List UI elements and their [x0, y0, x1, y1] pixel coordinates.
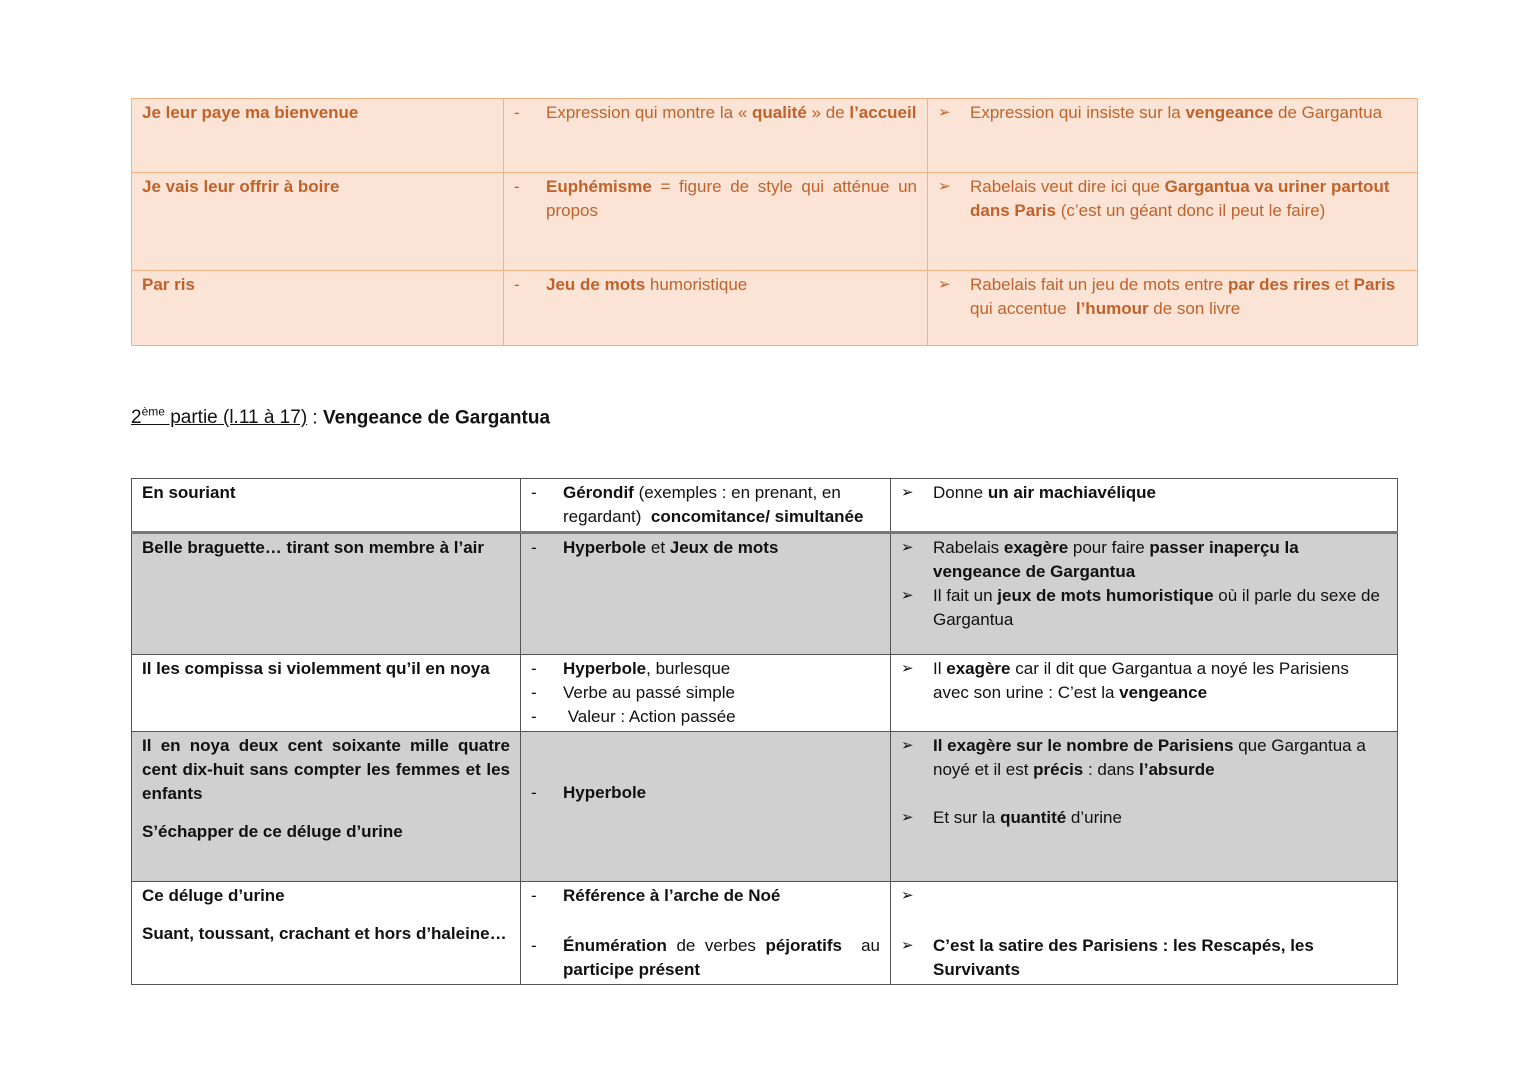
- dash-bullet: -: [514, 177, 520, 196]
- arrow-bullet-icon: ➢: [901, 587, 914, 604]
- device-text: Valeur : Action passée: [563, 707, 736, 726]
- device-cell: [504, 173, 928, 271]
- table-row: [132, 271, 1418, 346]
- interpretation-cell: [891, 533, 1398, 655]
- section-heading: [131, 400, 550, 430]
- arrow-bullet-icon: ➢: [901, 887, 914, 904]
- interpretation-cell: [928, 99, 1418, 173]
- quote-cell: [132, 533, 521, 655]
- table-row: [132, 533, 1398, 655]
- arrow-bullet-icon: ➢: [938, 276, 951, 293]
- quote-cell: [132, 99, 504, 173]
- grey-analysis-table: [131, 478, 1398, 985]
- interpretation-cell: [891, 882, 1398, 985]
- quote-cell: [132, 655, 521, 732]
- device-cell: [521, 533, 891, 655]
- device-text: Hyperbole et Jeux de mots: [563, 538, 779, 557]
- quote-text: Belle braguette… tirant son membre à l’air: [142, 538, 484, 557]
- dash-bullet: -: [514, 103, 520, 122]
- quote-text: Je leur paye ma bienvenue: [142, 103, 359, 122]
- device-cell: [521, 732, 891, 882]
- device-cell: [521, 882, 891, 985]
- device-text: Euphémisme = figure de style qui atténue un propos: [546, 177, 922, 220]
- interpretation-text: C’est la satire des Parisiens : les Rescapés, les Survivants: [933, 936, 1319, 979]
- dash-bullet: -: [531, 659, 537, 678]
- arrow-bullet-icon: ➢: [901, 660, 914, 677]
- device-cell: [521, 655, 891, 732]
- interpretation-text: Et sur la quantité d’urine: [933, 808, 1122, 827]
- device-text: Référence à l’arche de Noé: [563, 886, 781, 905]
- dash-bullet: -: [531, 886, 537, 905]
- interpretation-text: Rabelais exagère pour faire passer inaperçu la vengeance de Gargantua: [933, 538, 1304, 581]
- arrow-bullet-icon: ➢: [901, 937, 914, 954]
- section-title: Vengeance de Gargantua: [323, 407, 551, 429]
- dash-bullet: -: [531, 936, 537, 955]
- interpretation-cell: [891, 732, 1398, 882]
- quote-cell: [132, 479, 521, 533]
- device-text: Jeu de mots humoristique: [546, 275, 748, 294]
- dash-bullet: -: [531, 483, 537, 502]
- quote-text: Il en noya deux cent soixante mille quatre cent dix-huit sans compter les femmes et les enfants: [142, 736, 510, 803]
- interpretation-text: Il exagère car il dit que Gargantua a noyé les Parisiens avec son urine : C’est la vengeance: [933, 659, 1354, 702]
- interpretation-cell: [891, 655, 1398, 732]
- table-row: [132, 173, 1418, 271]
- quote-text: Suant, toussant, crachant et hors d’haleine…: [142, 924, 507, 943]
- quote-cell: [132, 882, 521, 985]
- interpretation-text: Il exagère sur le nombre de Parisiens que Gargantua a noyé et il est précis : dans l’absurde: [933, 736, 1371, 779]
- dash-bullet: -: [514, 275, 520, 294]
- quote-text: Je vais leur offrir à boire: [142, 177, 340, 196]
- arrow-bullet-icon: ➢: [901, 484, 914, 501]
- quote-text: Ce déluge d’urine: [142, 886, 285, 905]
- arrow-bullet-icon: ➢: [901, 737, 914, 754]
- quote-text: En souriant: [142, 483, 236, 502]
- quote-text: Il les compissa si violemment qu’il en noya: [142, 659, 490, 678]
- quote-text: S’échapper de ce déluge d’urine: [142, 822, 403, 841]
- interpretation-text: Il fait un jeux de mots humoristique où il parle du sexe de Gargantua: [933, 586, 1385, 629]
- table-row: [132, 732, 1398, 882]
- interpretation-cell: [891, 479, 1398, 533]
- dash-bullet: -: [531, 707, 537, 726]
- device-text: Gérondif (exemples : en prenant, en regardant) concomitance/ simultanée: [563, 483, 864, 526]
- arrow-bullet-icon: ➢: [901, 809, 914, 826]
- device-cell: [521, 479, 891, 533]
- device-text: Hyperbole, burlesque: [563, 659, 731, 678]
- dash-bullet: -: [531, 683, 537, 702]
- arrow-bullet-icon: ➢: [938, 178, 951, 195]
- interpretation-text: Expression qui insiste sur la vengeance de Gargantua: [970, 103, 1383, 122]
- device-text: Énumération de verbes péjoratifs au participe présent: [563, 936, 885, 979]
- quote-cell: [132, 732, 521, 882]
- interpretation-text: Rabelais veut dire ici que Gargantua va uriner partout dans Paris (c’est un géant donc il peut le faire): [970, 177, 1395, 220]
- quote-text: Par ris: [142, 275, 195, 294]
- arrow-bullet-icon: ➢: [938, 104, 951, 121]
- table-row: [132, 479, 1398, 533]
- arrow-bullet-icon: ➢: [901, 539, 914, 556]
- device-text: Verbe au passé simple: [563, 683, 735, 702]
- quote-cell: [132, 173, 504, 271]
- device-text: Hyperbole: [563, 782, 647, 802]
- section-number: 2ème partie (l.11 à 17): [131, 405, 308, 429]
- device-cell: [504, 99, 928, 173]
- interpretation-text: Rabelais fait un jeu de mots entre par des rires et Paris qui accentue l’humour de son livre: [970, 275, 1400, 318]
- interpretation-cell: [928, 173, 1418, 271]
- heading-separator: :: [307, 407, 323, 429]
- table-row: [132, 882, 1398, 985]
- table-row: [132, 655, 1398, 732]
- quote-cell: [132, 271, 504, 346]
- device-cell: [504, 271, 928, 346]
- device-text: Expression qui montre la « qualité » de l’accueil: [546, 103, 917, 122]
- dash-bullet: -: [531, 538, 537, 557]
- dash-bullet: -: [531, 782, 537, 802]
- interpretation-cell: [928, 271, 1418, 346]
- table-row: [132, 99, 1418, 173]
- interpretation-text: Donne un air machiavélique: [933, 483, 1157, 502]
- orange-analysis-table: [131, 98, 1418, 346]
